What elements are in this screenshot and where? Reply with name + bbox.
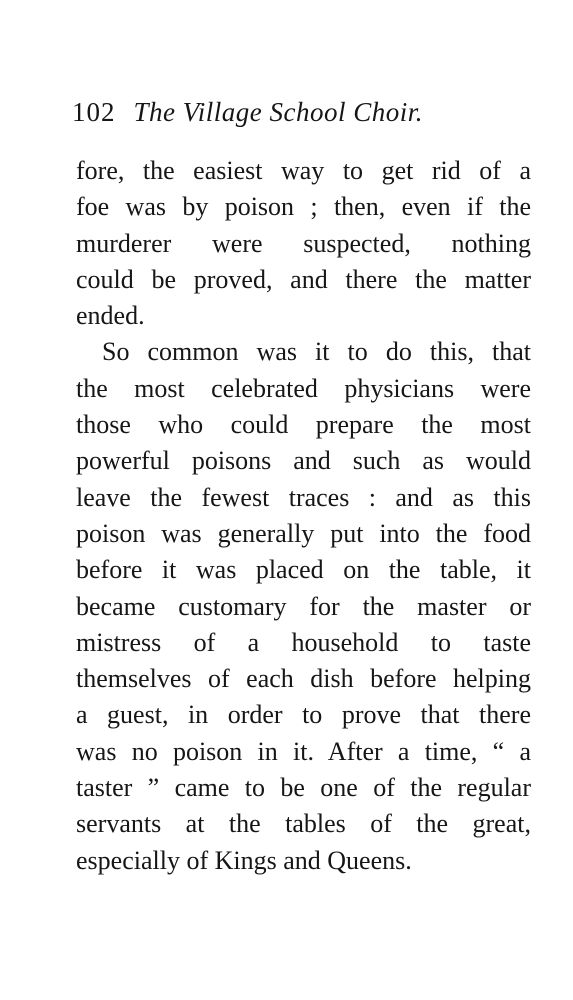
- text-line: murderer were suspected, nothing: [76, 228, 531, 258]
- running-title: The Village School Choir.: [133, 97, 423, 127]
- text-line: became customary for the master or: [76, 591, 531, 621]
- text-line: mistress of a household to taste: [76, 627, 531, 657]
- text-line: foe was by poison ; then, even if the: [76, 192, 531, 222]
- text-line: leave the fewest traces : and as this: [76, 482, 531, 512]
- text-line: taster ” came to be one of the regular: [76, 773, 531, 803]
- text-line: themselves of each dish before helping: [76, 664, 531, 694]
- text-line: fore, the easiest way to get rid of a: [76, 156, 531, 185]
- text-line: especially of Kings and Queens.: [76, 845, 412, 875]
- body-text: [76, 153, 531, 879]
- text-line: powerful poisons and such as would: [76, 446, 531, 476]
- page-number: 102: [72, 97, 116, 127]
- text-line: a guest, in order to prove that there: [76, 700, 531, 730]
- text-line: So common was it to do this, that: [102, 337, 531, 367]
- text-line: ended.: [76, 301, 145, 331]
- text-line: was no poison in it. After a time, “ a: [76, 736, 531, 766]
- text-line: before it was placed on the table, it: [76, 555, 531, 585]
- text-line: the most celebrated physicians were: [76, 373, 531, 403]
- paragraph-2: [76, 334, 531, 878]
- running-head: [72, 92, 532, 132]
- text-line: those who could prepare the most: [76, 410, 531, 440]
- text-line: servants at the tables of the great,: [76, 809, 531, 839]
- text-line: could be proved, and there the matter: [76, 264, 531, 294]
- paragraph-1: [76, 153, 531, 334]
- text-line: poison was generally put into the food: [76, 518, 531, 548]
